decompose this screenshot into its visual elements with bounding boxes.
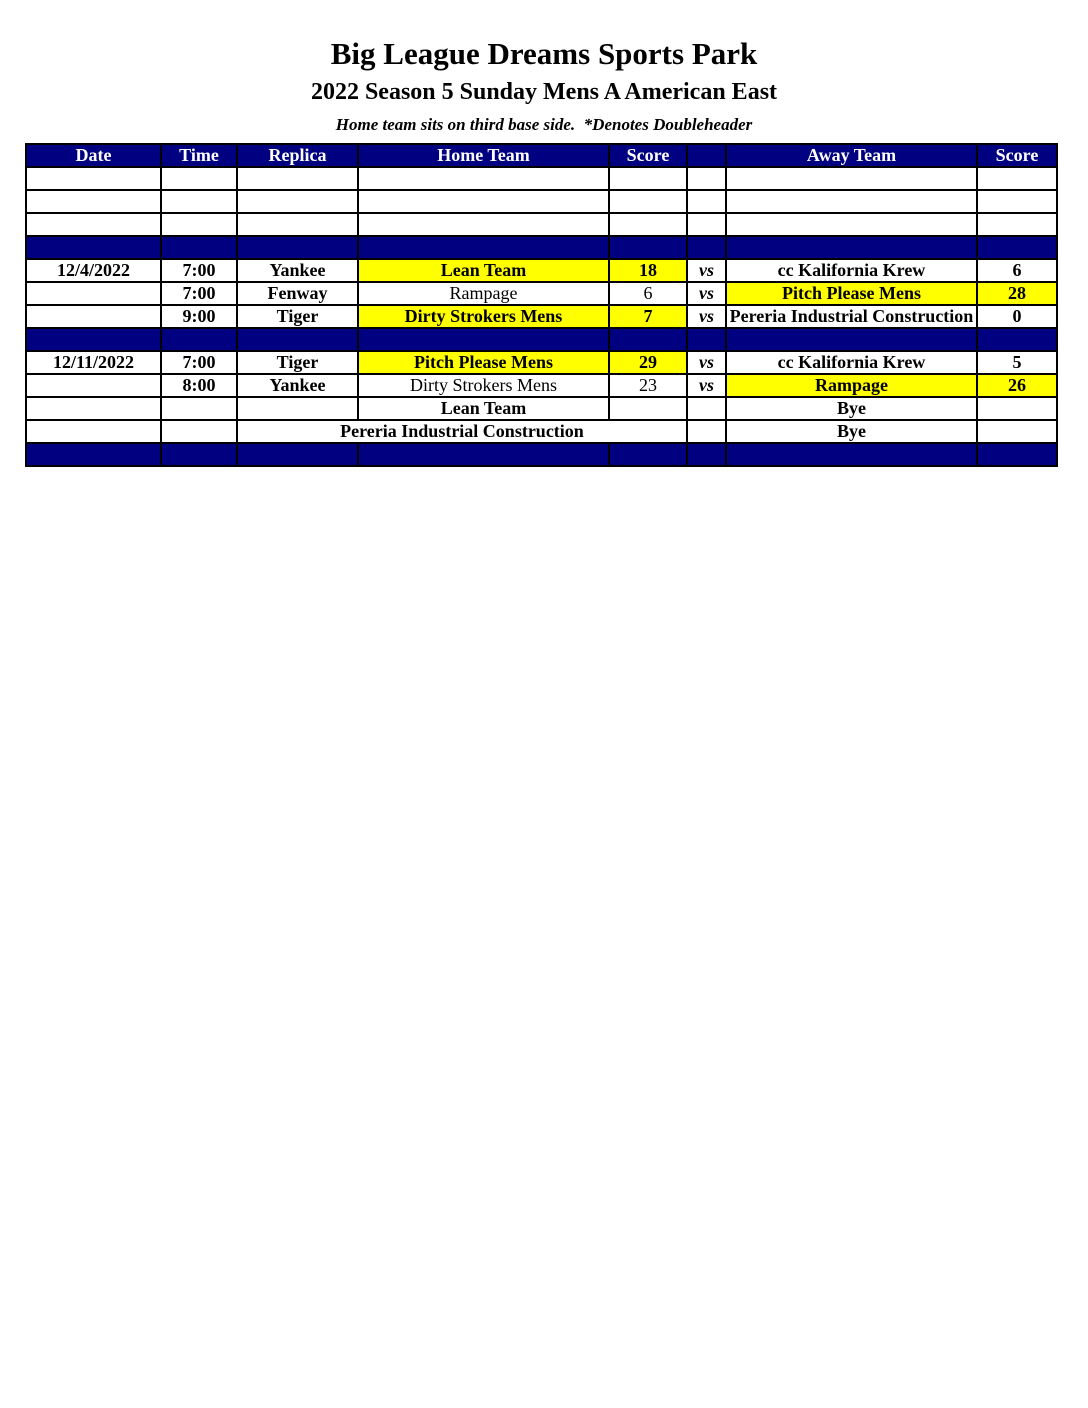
- empty-cell: [161, 213, 237, 236]
- empty-cell: [977, 213, 1057, 236]
- empty-cell: [26, 167, 161, 190]
- separator-cell: [687, 443, 726, 466]
- schedule-table: [25, 143, 1058, 467]
- game-field: Fenway: [237, 282, 358, 305]
- empty-cell: [358, 167, 609, 190]
- separator-cell: [977, 328, 1057, 351]
- empty-cell: [687, 190, 726, 213]
- home-score: 6: [609, 282, 687, 305]
- separator-row: [26, 236, 1057, 259]
- bye-label: Bye: [726, 420, 977, 443]
- home-team: Lean Team: [358, 259, 609, 282]
- blank-row: [26, 213, 1057, 236]
- game-date: [26, 374, 161, 397]
- home-team: Dirty Strokers Mens: [358, 305, 609, 328]
- col-header-away-score: Score: [977, 144, 1057, 167]
- vs-label: vs: [687, 282, 726, 305]
- empty-cell: [726, 167, 977, 190]
- separator-cell: [26, 236, 161, 259]
- game-time: 7:00: [161, 351, 237, 374]
- away-score: 26: [977, 374, 1057, 397]
- bye-row: [26, 397, 1057, 420]
- game-field: Tiger: [237, 351, 358, 374]
- separator-cell: [609, 236, 687, 259]
- empty-cell: [237, 167, 358, 190]
- home-team: Dirty Strokers Mens: [358, 374, 609, 397]
- empty-cell: [726, 190, 977, 213]
- home-team: Pitch Please Mens: [358, 351, 609, 374]
- empty-cell: [687, 420, 726, 443]
- game-row: [26, 259, 1057, 282]
- separator-row: [26, 443, 1057, 466]
- blank-row: [26, 167, 1057, 190]
- header-row: [26, 144, 1057, 167]
- separator-cell: [237, 236, 358, 259]
- home-score: 18: [609, 259, 687, 282]
- game-row: [26, 351, 1057, 374]
- game-field: Yankee: [237, 259, 358, 282]
- separator-cell: [237, 443, 358, 466]
- separator-row: [26, 328, 1057, 351]
- empty-cell: [237, 397, 358, 420]
- game-field: Tiger: [237, 305, 358, 328]
- separator-cell: [237, 328, 358, 351]
- away-team: Pereria Industrial Construction: [726, 305, 977, 328]
- page-title: Big League Dreams Sports Park: [330, 36, 758, 71]
- empty-cell: [358, 213, 609, 236]
- empty-cell: [977, 167, 1057, 190]
- vs-label: vs: [687, 351, 726, 374]
- away-team: cc Kalifornia Krew: [726, 259, 977, 282]
- empty-cell: [161, 420, 237, 443]
- col-header-away-team: Away Team: [726, 144, 977, 167]
- game-date: [26, 282, 161, 305]
- home-score: 23: [609, 374, 687, 397]
- game-date: [26, 305, 161, 328]
- home-score: 29: [609, 351, 687, 374]
- home-team: Rampage: [358, 282, 609, 305]
- separator-cell: [687, 236, 726, 259]
- away-team: Rampage: [726, 374, 977, 397]
- separator-cell: [726, 328, 977, 351]
- separator-cell: [687, 328, 726, 351]
- game-row: [26, 305, 1057, 328]
- empty-cell: [687, 167, 726, 190]
- separator-cell: [358, 328, 609, 351]
- separator-cell: [609, 443, 687, 466]
- empty-cell: [237, 190, 358, 213]
- separator-cell: [358, 236, 609, 259]
- col-header-time: Time: [161, 144, 237, 167]
- game-time: 8:00: [161, 374, 237, 397]
- separator-cell: [161, 236, 237, 259]
- page-subtitle: 2022 Season 5 Sunday Mens A American East: [310, 79, 778, 105]
- away-score: 28: [977, 282, 1057, 305]
- game-row: [26, 374, 1057, 397]
- game-field: Yankee: [237, 374, 358, 397]
- empty-cell: [609, 190, 687, 213]
- empty-cell: [26, 213, 161, 236]
- empty-cell: [609, 397, 687, 420]
- game-date: 12/11/2022: [26, 351, 161, 374]
- away-team: cc Kalifornia Krew: [726, 351, 977, 374]
- blank-row: [26, 190, 1057, 213]
- empty-cell: [977, 190, 1057, 213]
- separator-cell: [609, 328, 687, 351]
- separator-cell: [26, 328, 161, 351]
- game-time: 7:00: [161, 282, 237, 305]
- separator-cell: [161, 328, 237, 351]
- bye-team: Lean Team: [358, 397, 609, 420]
- col-header-home-score: Score: [609, 144, 687, 167]
- empty-cell: [977, 397, 1057, 420]
- game-date: 12/4/2022: [26, 259, 161, 282]
- schedule-note: Home team sits on third base side. *Denotes Doubleheader: [335, 115, 753, 134]
- separator-cell: [977, 443, 1057, 466]
- vs-label: vs: [687, 374, 726, 397]
- empty-cell: [977, 420, 1057, 443]
- bye-team: Pereria Industrial Construction: [237, 420, 687, 443]
- empty-cell: [237, 213, 358, 236]
- separator-cell: [726, 443, 977, 466]
- empty-cell: [161, 397, 237, 420]
- game-row: [26, 282, 1057, 305]
- col-header-date: Date: [26, 144, 161, 167]
- col-header-vs: [687, 144, 726, 167]
- empty-cell: [26, 190, 161, 213]
- separator-cell: [26, 443, 161, 466]
- separator-cell: [161, 443, 237, 466]
- empty-cell: [726, 213, 977, 236]
- bye-row: [26, 420, 1057, 443]
- separator-cell: [726, 236, 977, 259]
- empty-cell: [358, 190, 609, 213]
- away-score: 0: [977, 305, 1057, 328]
- col-header-home-team: Home Team: [358, 144, 609, 167]
- game-time: 7:00: [161, 259, 237, 282]
- home-score: 7: [609, 305, 687, 328]
- away-score: 6: [977, 259, 1057, 282]
- bye-label: Bye: [726, 397, 977, 420]
- empty-cell: [161, 167, 237, 190]
- vs-label: vs: [687, 259, 726, 282]
- empty-cell: [609, 213, 687, 236]
- empty-cell: [26, 420, 161, 443]
- separator-cell: [358, 443, 609, 466]
- empty-cell: [609, 167, 687, 190]
- empty-cell: [26, 397, 161, 420]
- away-team: Pitch Please Mens: [726, 282, 977, 305]
- empty-cell: [687, 397, 726, 420]
- vs-label: vs: [687, 305, 726, 328]
- empty-cell: [687, 213, 726, 236]
- empty-cell: [161, 190, 237, 213]
- separator-cell: [977, 236, 1057, 259]
- game-time: 9:00: [161, 305, 237, 328]
- away-score: 5: [977, 351, 1057, 374]
- col-header-replica: Replica: [237, 144, 358, 167]
